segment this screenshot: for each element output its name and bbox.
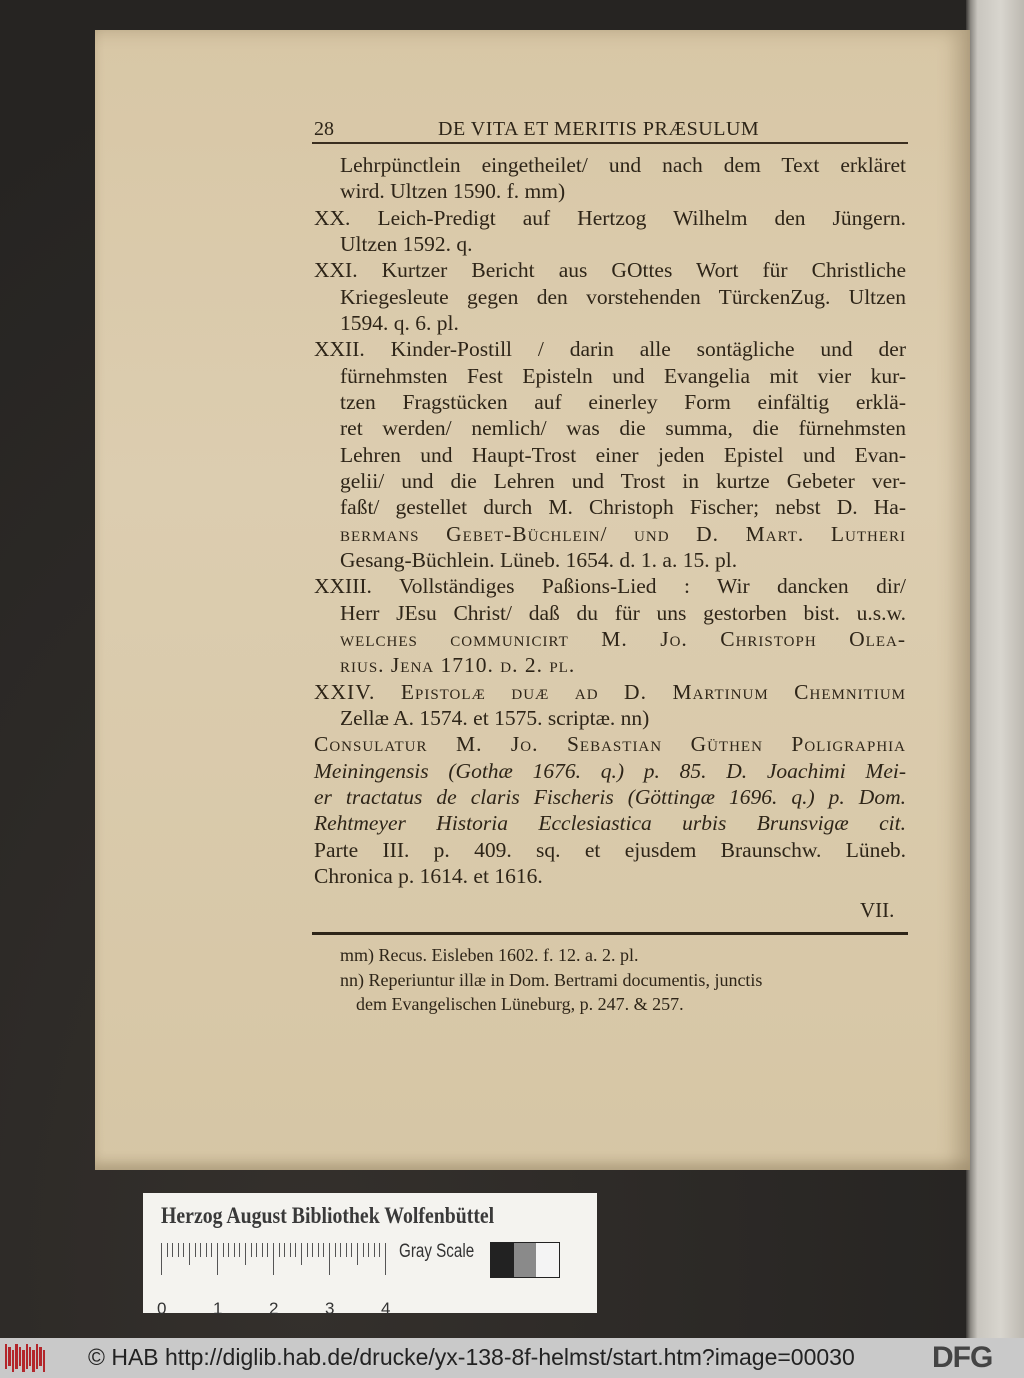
text-line: ret werden/ nemlich/ was die summa, die fürnehmsten — [340, 416, 906, 441]
text-line: bermans Gebet-Büchlein/ und D. Mart. Lutheri — [340, 521, 906, 546]
ruler-tick — [200, 1243, 201, 1257]
text-line: XXII. Kinder-Postill / darin alle sontägliche und der — [314, 337, 906, 362]
footnote: dem Evangelischen Lüneburg, p. 247. & 257. — [356, 994, 684, 1014]
text-line: tzen Fragstücken auf einerley Form einfältig erklä- — [340, 389, 906, 414]
text-line: fürnehmsten Fest Episteln und Evangelia mit vier kur- — [340, 363, 906, 388]
ruler-tick — [251, 1243, 252, 1257]
ruler-number: 4 — [381, 1299, 391, 1318]
footnote: nn) Reperiuntur illæ in Dom. Bertrami documentis, junctis — [340, 969, 763, 990]
text-line: Consulatur M. Jo. Sebastian Güthen Poligraphia — [314, 732, 906, 757]
ruler-tick — [295, 1243, 296, 1257]
hab-logo-icon — [5, 1344, 45, 1372]
text-line: Meiningensis (Gothæ 1676. q.) p. 85. D. Joachimi Mei- — [314, 758, 906, 783]
ruler-tick — [284, 1243, 285, 1257]
logo-stripe — [29, 1347, 31, 1366]
ruler-tick — [211, 1243, 212, 1257]
ruler-tick — [234, 1243, 235, 1257]
text-line: rius. Jena 1710. d. 2. pl. — [340, 653, 576, 678]
ruler-tick — [189, 1243, 190, 1265]
ruler-tick — [368, 1243, 369, 1257]
ruler-number: 2 — [269, 1299, 279, 1318]
ruler-tick — [374, 1243, 375, 1257]
footnote-rule — [312, 932, 908, 935]
text-line: faßt/ gestellet durch M. Christoph Fischer; nebst D. Ha- — [340, 495, 906, 520]
text-line: XX. Leich-Predigt auf Hertzog Wilhelm den Jüngern. — [314, 205, 906, 230]
ruler-tick — [290, 1243, 291, 1257]
copyright-url[interactable]: © HAB http://diglib.hab.de/drucke/yx-138-8f-helmst/start.htm?image=00030 — [88, 1344, 855, 1370]
text-line: Kriegesleute gegen den vorstehenden TürckenZug. Ultzen — [340, 284, 906, 309]
ruler-tick — [318, 1243, 319, 1257]
ruler-tick — [351, 1243, 352, 1257]
footer-bar — [0, 1338, 1024, 1378]
ruler-tick — [245, 1243, 246, 1265]
ruler-tick — [217, 1243, 218, 1275]
ruler-tick — [279, 1243, 280, 1257]
adjacent-page-edge — [966, 0, 1024, 1338]
gray-scale-swatch — [490, 1242, 560, 1278]
ruler-tick — [167, 1243, 168, 1257]
ruler-tick — [239, 1243, 240, 1257]
footnote: mm) Recus. Eisleben 1602. f. 12. a. 2. pl. — [340, 945, 639, 965]
logo-stripe — [43, 1350, 45, 1372]
ruler-tick — [262, 1243, 263, 1257]
text-line: Rehtmeyer Historia Ecclesiastica urbis Brunsvigæ cit. — [314, 811, 906, 836]
text-line: er tractatus de claris Fischeris (Göttingæ 1696. q.) p. Dom. — [314, 784, 906, 809]
text-line: Lehren und Haupt-Trost einer jeden Epistel und Evan- — [340, 442, 906, 467]
text-line: Zellæ A. 1574. et 1575. scriptæ. nn) — [340, 705, 650, 730]
ruler-tick — [385, 1243, 386, 1275]
ruler-number: 0 — [157, 1299, 167, 1318]
text-line: 1594. q. 6. pl. — [340, 310, 459, 335]
logo-stripe — [12, 1350, 14, 1372]
logo-stripe — [32, 1350, 34, 1372]
ruler-tick — [363, 1243, 364, 1257]
ruler-tick — [228, 1243, 229, 1257]
ruler-scale — [157, 1243, 391, 1318]
ruler-tick — [301, 1243, 302, 1265]
ruler-tick — [256, 1243, 257, 1257]
logo-stripe — [19, 1347, 21, 1366]
text-line: Ultzen 1592. q. — [340, 231, 473, 256]
gray-scale-label: Gray Scale — [399, 1241, 475, 1262]
text-line: Herr JEsu Christ/ daß du für uns gestorben bist. u.s.w. — [340, 600, 906, 625]
ruler-tick — [323, 1243, 324, 1257]
gray-swatch-patch — [536, 1243, 559, 1277]
header-rule — [312, 142, 908, 144]
ruler-tick — [379, 1243, 380, 1257]
ruler-number: 1 — [213, 1299, 223, 1318]
logo-stripe — [36, 1344, 38, 1369]
ruler-tick — [340, 1243, 341, 1257]
text-line: Chronica p. 1614. et 1616. — [314, 863, 543, 888]
text-line: XXI. Kurtzer Bericht aus GOttes Wort für Christliche — [314, 258, 906, 283]
ruler-tick — [312, 1243, 313, 1257]
text-line: XXIV. Epistolæ duæ ad D. Martinum Chemnitium — [314, 679, 906, 704]
next-section-marker: VII. — [860, 898, 895, 922]
text-line: welches communicirt M. Jo. Christoph Olea- — [340, 626, 906, 651]
text-line: Lehrpünctlein eingetheilet/ und nach dem Text erkläret — [340, 153, 906, 177]
logo-stripe — [26, 1344, 28, 1369]
text-line: wird. Ultzen 1590. f. mm) — [340, 179, 566, 204]
text-line: Gesang-Büchlein. Lüneb. 1654. d. 1. a. 15. pl. — [340, 547, 738, 572]
dfg-logo: DFG — [932, 1341, 993, 1374]
ruler-tick — [335, 1243, 336, 1257]
ruler-tick — [273, 1243, 274, 1275]
gray-swatch-patch — [491, 1243, 514, 1277]
ruler-tick — [307, 1243, 308, 1257]
logo-stripe — [39, 1347, 41, 1366]
ruler-tick — [267, 1243, 268, 1257]
ruler-tick — [172, 1243, 173, 1257]
running-title: DE VITA ET MERITIS PRÆSULUM — [438, 118, 760, 140]
ruler-tick — [183, 1243, 184, 1257]
logo-stripe — [15, 1344, 17, 1369]
text-line: Parte III. p. 409. sq. et ejusdem Braunschw. Lüneb. — [314, 837, 906, 862]
logo-stripe — [8, 1347, 10, 1366]
ruler-tick — [346, 1243, 347, 1257]
ruler-tick — [161, 1243, 162, 1275]
gray-swatch-patch — [514, 1243, 537, 1277]
text-line: gelii/ und die Lehren und Trost in kurtze Gebeter ver- — [340, 468, 906, 493]
ruler-tick — [223, 1243, 224, 1257]
ruler-tick — [206, 1243, 207, 1257]
ruler-tick — [357, 1243, 358, 1265]
card-title: Herzog August Bibliothek Wolfenbüttel — [161, 1203, 495, 1228]
text-line: XXIII. Vollständiges Paßions-Lied : Wir dancken dir/ — [314, 574, 906, 599]
logo-stripe — [22, 1350, 24, 1372]
page-number: 28 — [314, 118, 334, 140]
logo-stripe — [5, 1344, 7, 1369]
ruler-number: 3 — [325, 1299, 335, 1318]
ruler-tick — [178, 1243, 179, 1257]
ruler-tick — [329, 1243, 330, 1275]
ruler-tick — [195, 1243, 196, 1257]
library-color-card — [143, 1193, 597, 1318]
page-header — [314, 116, 906, 144]
